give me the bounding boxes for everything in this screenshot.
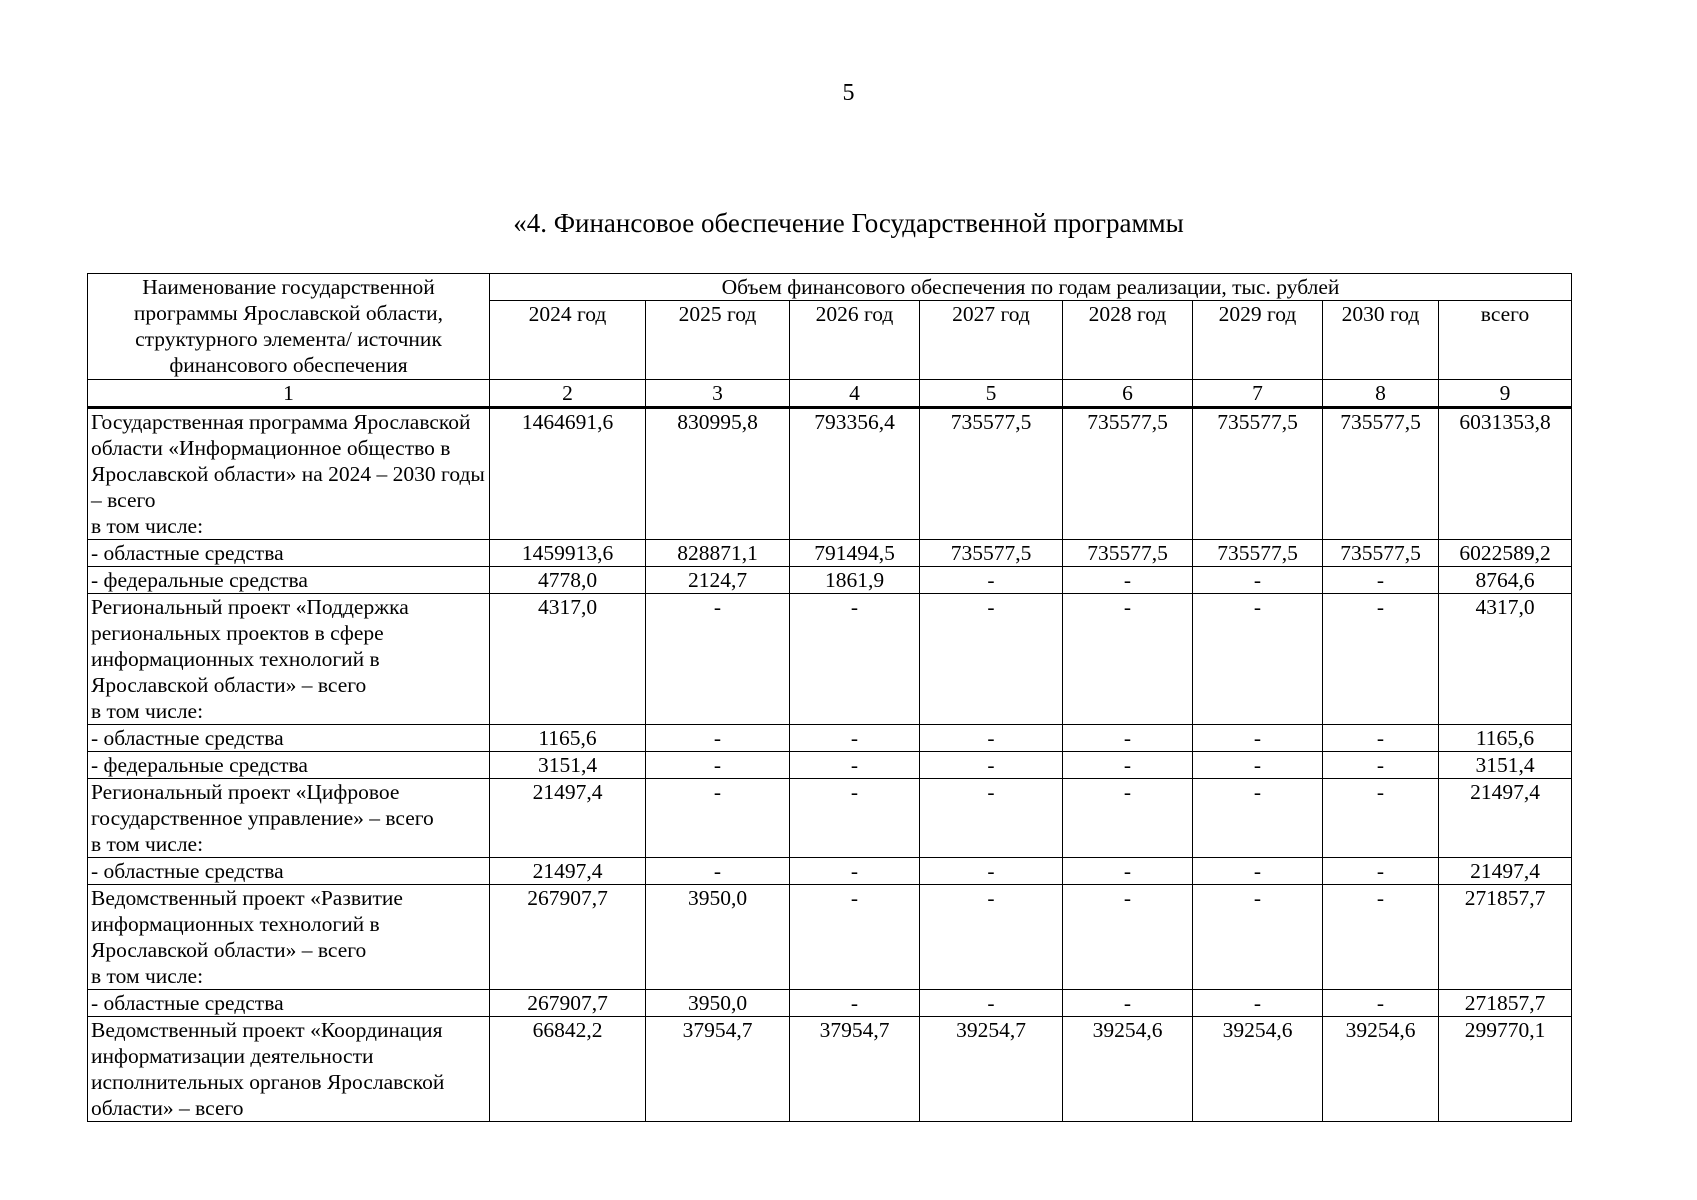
value-cell: 735577,5	[1193, 408, 1323, 540]
value-cell: 735577,5	[920, 408, 1063, 540]
value-cell: -	[920, 594, 1063, 725]
value-cell: 3151,4	[490, 752, 646, 779]
value-cell: -	[1193, 990, 1323, 1017]
value-cell: -	[1063, 752, 1193, 779]
value-cell: 735577,5	[1193, 540, 1323, 567]
row-name-cell: - областные средства	[88, 540, 490, 567]
value-cell: 21497,4	[490, 858, 646, 885]
value-cell: -	[790, 779, 920, 858]
value-cell: 3151,4	[1439, 752, 1572, 779]
column-number: 7	[1193, 380, 1323, 408]
funding-volume-header: Объем финансового обеспечения по годам реализации, тыс. рублей	[490, 274, 1572, 301]
column-number-row	[88, 380, 1572, 408]
name-column-header: Наименование государственной программы Ярославской области, структурного элемента/ источник финансового обеспечения	[88, 274, 490, 380]
row-name-cell: - областные средства	[88, 858, 490, 885]
value-cell: -	[1323, 990, 1439, 1017]
value-cell: 735577,5	[1063, 408, 1193, 540]
table-row	[88, 408, 1572, 540]
row-name-cell: Государственная программа Ярославской области «Информационное общество в Ярославской области» на 2024 – 2030 годы – всего в том числе:	[88, 408, 490, 540]
row-name-cell: Региональный проект «Цифровое государственное управление» – всего в том числе:	[88, 779, 490, 858]
table-row	[88, 752, 1572, 779]
value-cell: -	[646, 858, 790, 885]
column-number: 2	[490, 380, 646, 408]
value-cell: 39254,6	[1193, 1017, 1323, 1122]
value-cell: -	[1063, 858, 1193, 885]
value-cell: -	[646, 779, 790, 858]
value-cell: -	[1323, 858, 1439, 885]
value-cell: -	[790, 885, 920, 990]
value-cell: -	[1063, 594, 1193, 725]
column-number: 9	[1439, 380, 1572, 408]
row-name-cell: - областные средства	[88, 725, 490, 752]
section-title: «4. Финансовое обеспечение Государственной программы	[513, 208, 1184, 238]
row-name-cell: - федеральные средства	[88, 567, 490, 594]
year-header: всего	[1439, 301, 1572, 380]
value-cell: 3950,0	[646, 990, 790, 1017]
value-cell: -	[1323, 567, 1439, 594]
value-cell: 4317,0	[490, 594, 646, 725]
value-cell: -	[920, 779, 1063, 858]
value-cell: 1165,6	[1439, 725, 1572, 752]
row-name-cell: Ведомственный проект «Развитие информационных технологий в Ярославской области» – всего в том числе:	[88, 885, 490, 990]
value-cell: -	[790, 725, 920, 752]
value-cell: -	[1063, 885, 1193, 990]
value-cell: 8764,6	[1439, 567, 1572, 594]
column-number: 4	[790, 380, 920, 408]
value-cell: 1165,6	[490, 725, 646, 752]
value-cell: -	[1193, 858, 1323, 885]
value-cell: 735577,5	[920, 540, 1063, 567]
value-cell: 39254,6	[1323, 1017, 1439, 1122]
value-cell: -	[790, 752, 920, 779]
table-row	[88, 990, 1572, 1017]
value-cell: -	[1063, 779, 1193, 858]
value-cell: 791494,5	[790, 540, 920, 567]
financing-table	[87, 273, 1572, 1122]
year-header: 2030 год	[1323, 301, 1439, 380]
table-row	[88, 540, 1572, 567]
value-cell: 2124,7	[646, 567, 790, 594]
value-cell: -	[1323, 779, 1439, 858]
value-cell: -	[1063, 567, 1193, 594]
value-cell: -	[1193, 594, 1323, 725]
value-cell: -	[1193, 567, 1323, 594]
column-number: 6	[1063, 380, 1193, 408]
value-cell: 6022589,2	[1439, 540, 1572, 567]
value-cell: 1464691,6	[490, 408, 646, 540]
value-cell: 271857,7	[1439, 990, 1572, 1017]
value-cell: -	[790, 990, 920, 1017]
column-number: 1	[88, 380, 490, 408]
value-cell: 267907,7	[490, 885, 646, 990]
value-cell: 793356,4	[790, 408, 920, 540]
value-cell: 271857,7	[1439, 885, 1572, 990]
value-cell: -	[1323, 725, 1439, 752]
value-cell: -	[646, 725, 790, 752]
year-header: 2028 год	[1063, 301, 1193, 380]
value-cell: 4778,0	[490, 567, 646, 594]
value-cell: 37954,7	[790, 1017, 920, 1122]
value-cell: -	[920, 725, 1063, 752]
value-cell: 21497,4	[1439, 779, 1572, 858]
value-cell: -	[920, 885, 1063, 990]
value-cell: 4317,0	[1439, 594, 1572, 725]
row-name-cell: - федеральные средства	[88, 752, 490, 779]
table-row	[88, 858, 1572, 885]
value-cell: -	[920, 752, 1063, 779]
value-cell: -	[1323, 594, 1439, 725]
value-cell: -	[1063, 725, 1193, 752]
value-cell: 1861,9	[790, 567, 920, 594]
year-header: 2025 год	[646, 301, 790, 380]
header-row-top	[88, 274, 1572, 301]
value-cell: 3950,0	[646, 885, 790, 990]
value-cell: -	[1193, 885, 1323, 990]
year-header: 2029 год	[1193, 301, 1323, 380]
value-cell: 828871,1	[646, 540, 790, 567]
table-row	[88, 594, 1572, 725]
year-header: 2024 год	[490, 301, 646, 380]
column-number: 3	[646, 380, 790, 408]
row-name-cell: Региональный проект «Поддержка региональных проектов в сфере информационных технологий в Ярославской области» – всего в том числе:	[88, 594, 490, 725]
page-number: 5	[842, 80, 855, 106]
table-row	[88, 885, 1572, 990]
value-cell: -	[790, 858, 920, 885]
value-cell: 735577,5	[1323, 540, 1439, 567]
value-cell: -	[920, 858, 1063, 885]
column-number: 5	[920, 380, 1063, 408]
row-name-cell: Ведомственный проект «Координация информатизации деятельности исполнительных органов Ярославской области» – всего	[88, 1017, 490, 1122]
value-cell: 6031353,8	[1439, 408, 1572, 540]
table-row	[88, 1017, 1572, 1122]
value-cell: 267907,7	[490, 990, 646, 1017]
value-cell: -	[1323, 885, 1439, 990]
value-cell: 830995,8	[646, 408, 790, 540]
value-cell: -	[790, 594, 920, 725]
value-cell: 21497,4	[490, 779, 646, 858]
value-cell: -	[1063, 990, 1193, 1017]
value-cell: -	[1193, 779, 1323, 858]
value-cell: 66842,2	[490, 1017, 646, 1122]
value-cell: 735577,5	[1063, 540, 1193, 567]
value-cell: -	[1193, 725, 1323, 752]
table-row	[88, 779, 1572, 858]
value-cell: 39254,7	[920, 1017, 1063, 1122]
value-cell: -	[646, 594, 790, 725]
value-cell: 299770,1	[1439, 1017, 1572, 1122]
value-cell: -	[1193, 752, 1323, 779]
value-cell: 1459913,6	[490, 540, 646, 567]
table-row	[88, 567, 1572, 594]
value-cell: 735577,5	[1323, 408, 1439, 540]
value-cell: -	[920, 990, 1063, 1017]
year-header: 2027 год	[920, 301, 1063, 380]
value-cell: 21497,4	[1439, 858, 1572, 885]
year-header: 2026 год	[790, 301, 920, 380]
table-row	[88, 725, 1572, 752]
row-name-cell: - областные средства	[88, 990, 490, 1017]
value-cell: 37954,7	[646, 1017, 790, 1122]
value-cell: -	[646, 752, 790, 779]
value-cell: -	[1323, 752, 1439, 779]
value-cell: 39254,6	[1063, 1017, 1193, 1122]
value-cell: -	[920, 567, 1063, 594]
column-number: 8	[1323, 380, 1439, 408]
